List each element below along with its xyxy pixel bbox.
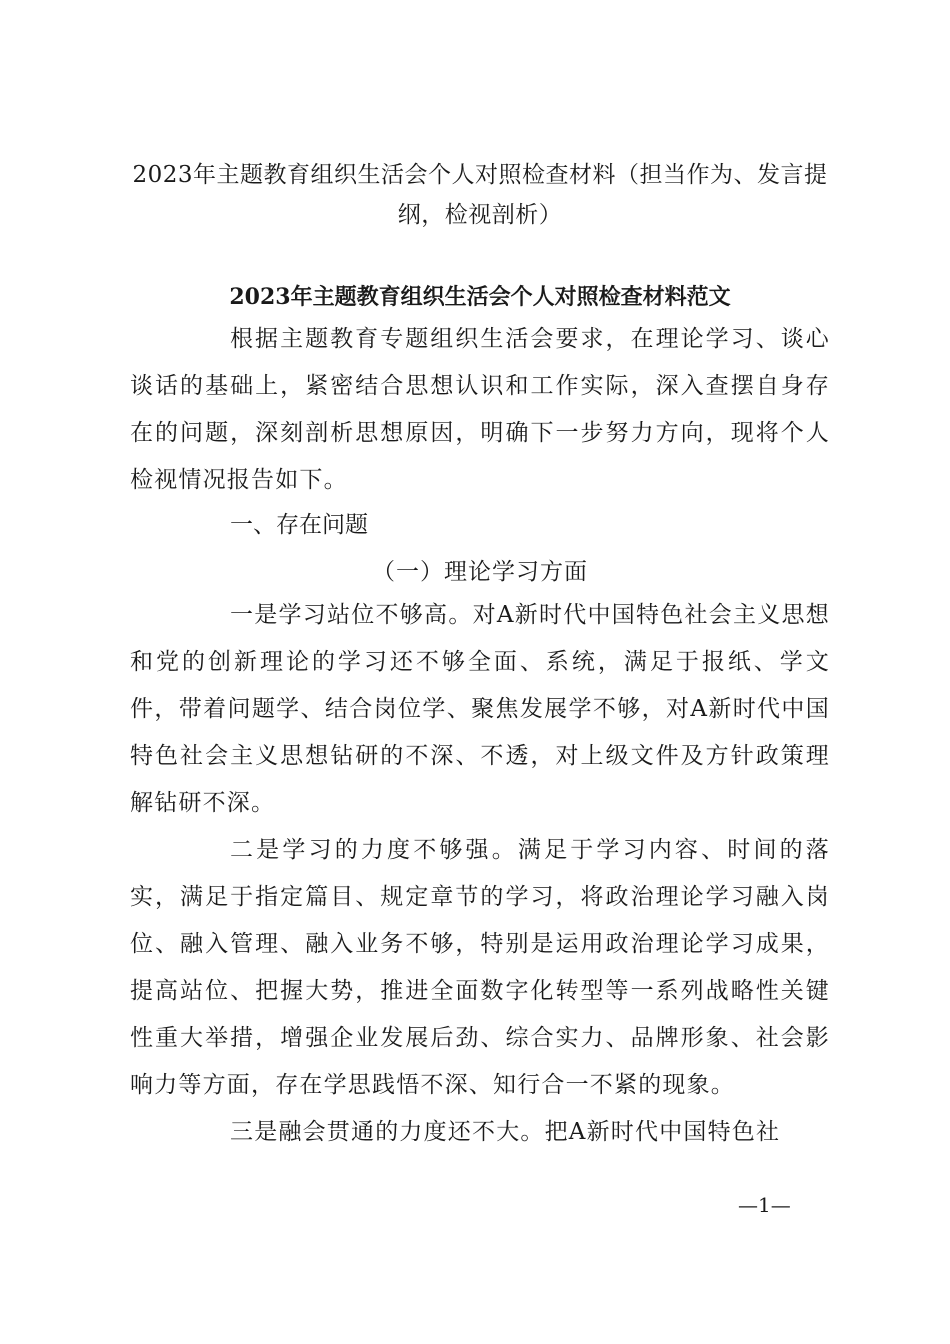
document-title: 2023年主题教育组织生活会个人对照检查材料（担当作为、发言提纲，检视剖析） xyxy=(132,162,828,228)
document-subtitle: 2023年主题教育组织生活会个人对照检查材料范文 xyxy=(229,284,731,310)
body-block xyxy=(130,592,830,1156)
page-number: —1— xyxy=(738,1193,791,1217)
subsection-heading-theory-study: （一）理论学习方面 xyxy=(372,559,588,585)
intro-paragraph: 根据主题教育专题组织生活会要求，在理论学习、谈心谈话的基础上，紧密结合思想认识和工作实际，深入查摆自身存在的问题，深刻剖析思想原因，明确下一步努力方向，现将个人检视情况报告如下。 xyxy=(130,326,830,493)
paragraph-1: 一是学习站位不够高。对A新时代中国特色社会主义思想和党的创新理论的学习还不够全面、系统，满足于报纸、学文件，带着问题学、结合岗位学、聚焦发展学不够，对A新时代中国特色社会主义思想钻研的不深、不透，对上级文件及方针政策理解钻研不深。 xyxy=(130,602,830,816)
paragraph-2: 二是学习的力度不够强。满足于学习内容、时间的落实，满足于指定篇目、规定章节的学习，将政治理论学习融入岗位、融入管理、融入业务不够，特别是运用政治理论学习成果，提高站位、把握大势，推进全面数字化转型等一系列战略性关键性重大举措，增强企业发展后劲、综合实力、品牌形象、社会影响力等方面，存在学思践悟不深、知行合一不紧的现象。 xyxy=(130,837,830,1098)
section-heading-problems: 一、存在问题 xyxy=(230,512,368,538)
intro-block xyxy=(130,316,830,504)
paragraph-3: 三是融会贯通的力度还不大。把A新时代中国特色社 xyxy=(230,1119,781,1145)
